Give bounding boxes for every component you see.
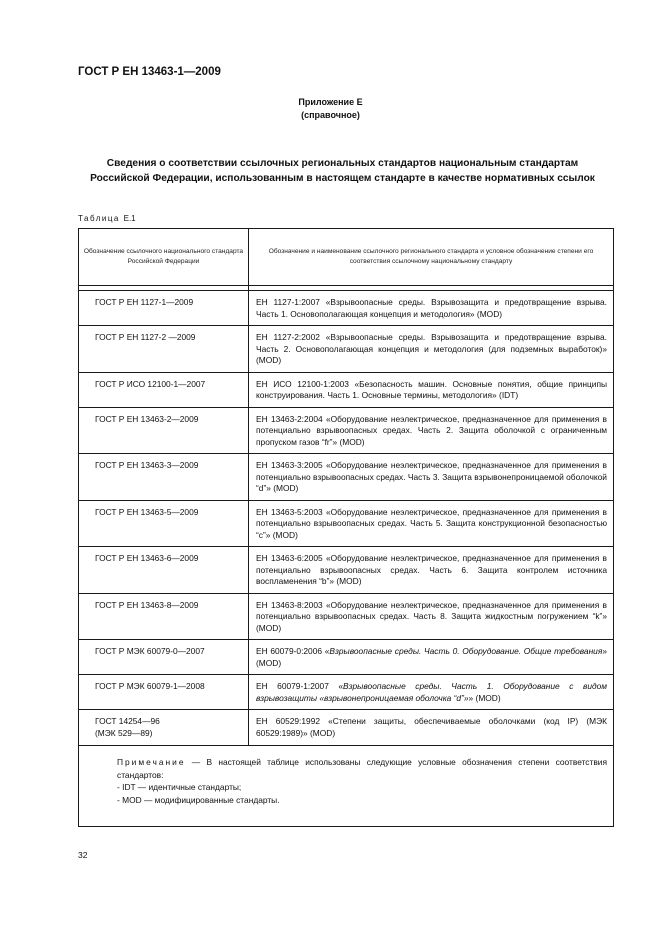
regional-code: ЕН 60079-1:2007 « [256, 681, 344, 691]
national-standard-cell: ГОСТ Р ЕН 13463-2—2009 [79, 407, 249, 454]
national-standard-cell: ГОСТ Р ЕН 13463-8—2009 [79, 593, 249, 640]
table-label-word: Таблица [78, 214, 120, 223]
column-header-national: Обозначение ссылочного национального стандарта Российской Федерации [79, 229, 249, 286]
national-standard-cell [79, 710, 249, 746]
note-item-idt: - IDT — идентичные стандарты; [117, 782, 242, 792]
national-standard-cell: ГОСТ Р МЭК 60079-1—2008 [79, 675, 249, 710]
regional-standard-cell [249, 675, 614, 710]
regional-title: Взрывоопасные среды. Часть 0. Оборудование. Общие требования [329, 646, 603, 656]
national-standard-cell: ГОСТ Р ЕН 13463-5—2009 [79, 500, 249, 547]
national-standard-cell: ГОСТ Р ЕН 13463-6—2009 [79, 547, 249, 594]
national-standard-cell: ГОСТ Р ЕН 1127-1—2009 [79, 291, 249, 326]
table-row [79, 326, 614, 373]
table-row [79, 407, 614, 454]
regional-standard-cell: ЕН 1127-1:2007 «Взрывоопасные среды. Взрывозащита и предотвращение взрыва. Часть 1. Основополагающая концепция и методология» (MOD) [249, 291, 614, 326]
table-row [79, 710, 614, 746]
regional-standard-cell [249, 640, 614, 675]
regional-standard-cell: ЕН 13463-3:2005 «Оборудование неэлектрическое, предназначенное для применения в потенциально взрывоопасных средах. Часть 3. Защита взрывонепроницаемой оболочкой “d”» (MOD) [249, 454, 614, 501]
table-note [79, 746, 614, 827]
note-text: — В настоящей таблице использованы следующие условные обозначения степени соответствия стандартов: [117, 757, 607, 780]
national-standard-equivalent: (МЭК 529—89) [95, 727, 153, 738]
regional-degree: » (MOD) [256, 646, 607, 668]
section-title: Сведения о соответствии ссылочных региональных стандартов национальным стандартам Российской Федерации, использованным в настоящем стандарте в качестве нормативных ссылок [90, 158, 595, 184]
regional-standard-cell: ЕН 13463-8:2003 «Оборудование неэлектрическое, предназначенное для применения в потенциально взрывоопасных средах. Часть 8. Защита жидкостным погружением “k”» (MOD) [249, 593, 614, 640]
appendix-heading [0, 96, 661, 122]
appendix-note: (справочное) [301, 110, 360, 120]
regional-code: ЕН 60079-0:2006 « [256, 646, 330, 656]
correspondence-table [78, 228, 614, 827]
table-row [79, 291, 614, 326]
regional-standard-cell: ЕН 13463-5:2003 «Оборудование неэлектрическое, предназначенное для применения в потенциально взрывоопасных средах. Часть 5. Защита конструкционной безопасностью “c”» (MOD) [249, 500, 614, 547]
note-paragraph [89, 756, 607, 781]
table-row [79, 675, 614, 710]
table-row [79, 547, 614, 594]
regional-standard-cell: ЕН 60529:1992 «Степени защиты, обеспечиваемые оболочками (код IP) (МЭК 60529:1989)» (MOD) [249, 710, 614, 746]
regional-standard-cell: ЕН 13463-6:2005 «Оборудование неэлектрическое, предназначенное для применения в потенциально взрывоопасных средах. Часть 6. Защита контролем источника воспламенения “b”» (MOD) [249, 547, 614, 594]
document-header: ГОСТ Р ЕН 13463-1—2009 [78, 66, 221, 78]
national-standard-cell: ГОСТ Р ЕН 13463-3—2009 [79, 454, 249, 501]
regional-standard-cell: ЕН ИСО 12100-1:2003 «Безопасность машин. Основные понятия, общие принципы конструирования. Часть 1. Основные термины, методология» (IDT) [249, 372, 614, 407]
table-row [79, 593, 614, 640]
regional-standard-cell: ЕН 1127-2:2002 «Взрывоопасные среды. Взрывозащита и предотвращение взрыва. Часть 2. Основополагающая концепция и методология (для подземных выработок)» (MOD) [249, 326, 614, 373]
table-label-number: Е.1 [123, 214, 136, 223]
table-row [79, 500, 614, 547]
table-row [79, 372, 614, 407]
regional-degree: » (MOD) [468, 692, 501, 703]
table-header-row [79, 229, 614, 286]
table-row [79, 640, 614, 675]
national-standard-cell: ГОСТ Р ЕН 1127-2 —2009 [79, 326, 249, 373]
table-label [78, 214, 136, 223]
column-header-regional: Обозначение и наименование ссылочного регионального стандарта и условное обозначение степени его соответствия ссылочному национальному стандарту [249, 229, 614, 286]
note-item-mod: - MOD — модифицированные стандарты. [117, 794, 280, 805]
note-lead: Примечание [117, 757, 186, 767]
national-standard-cell: ГОСТ Р МЭК 60079-0—2007 [79, 640, 249, 675]
national-standard-code: ГОСТ 14254—96 [95, 716, 160, 726]
table-row [79, 454, 614, 501]
page-number: 32 [78, 850, 88, 860]
appendix-title: Приложение Е [298, 97, 363, 107]
regional-title: Взрывоопасные среды. Часть 1. Оборудование с видом взрывозащиты «взрывонепроницаемая оболочка “d”» [256, 681, 608, 703]
table-note-row [79, 746, 614, 827]
national-standard-cell: ГОСТ Р ИСО 12100-1—2007 [79, 372, 249, 407]
regional-standard-cell: ЕН 13463-2:2004 «Оборудование неэлектрическое, предназначенное для применения в потенциально взрывоопасных средах. Часть 2. Защита оболочкой с ограниченным пропуском газов “fr”» (MOD) [249, 407, 614, 454]
